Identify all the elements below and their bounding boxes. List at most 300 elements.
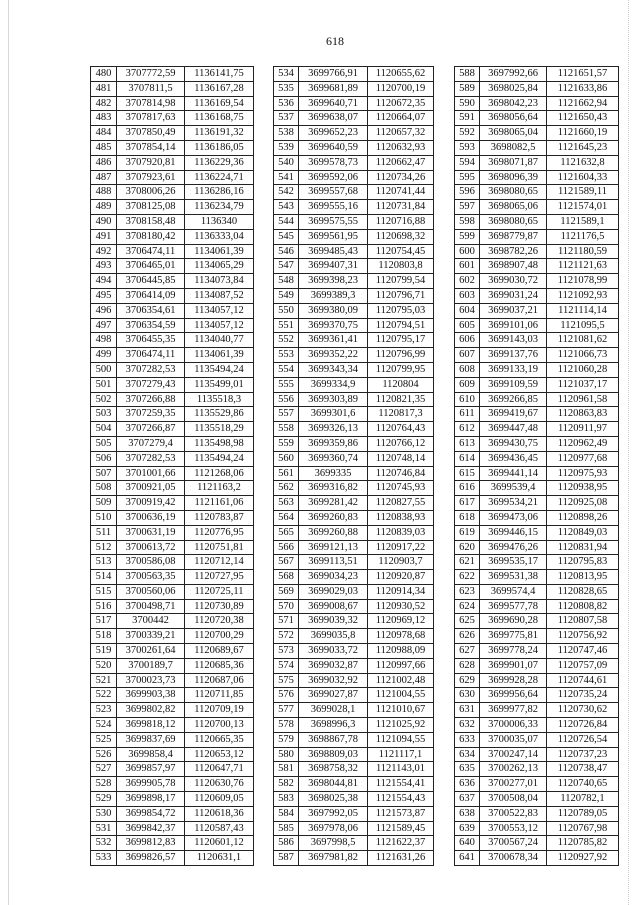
table-row bbox=[274, 629, 434, 644]
point-number-cell: 634 bbox=[455, 747, 480, 762]
point-number-cell: 568 bbox=[274, 570, 299, 585]
table-row bbox=[455, 599, 619, 614]
table-row bbox=[274, 244, 434, 259]
point-number-cell: 574 bbox=[274, 658, 299, 673]
point-number-cell: 484 bbox=[91, 126, 117, 141]
point-number-cell: 580 bbox=[274, 747, 299, 762]
y-coordinate-cell: 1136286,16 bbox=[185, 185, 254, 200]
y-coordinate-cell: 1135529,86 bbox=[185, 407, 254, 422]
point-number-cell: 499 bbox=[91, 348, 117, 363]
y-coordinate-cell: 1120751,81 bbox=[185, 540, 254, 555]
point-number-cell: 543 bbox=[274, 200, 299, 215]
table-row bbox=[91, 481, 254, 496]
table-row bbox=[455, 333, 619, 348]
x-coordinate-cell: 3699326,13 bbox=[299, 422, 368, 437]
x-coordinate-cell: 3699535,17 bbox=[480, 555, 547, 570]
point-number-cell: 620 bbox=[455, 540, 480, 555]
table-row bbox=[91, 81, 254, 96]
y-coordinate-cell: 1120961,58 bbox=[547, 392, 619, 407]
y-coordinate-cell: 1134057,12 bbox=[185, 318, 254, 333]
x-coordinate-cell: 3699898,17 bbox=[117, 792, 185, 807]
table-row bbox=[274, 510, 434, 525]
table-row bbox=[274, 436, 434, 451]
point-number-cell: 573 bbox=[274, 644, 299, 659]
y-coordinate-cell: 1120799,54 bbox=[368, 274, 434, 289]
point-number-cell: 553 bbox=[274, 348, 299, 363]
x-coordinate-cell: 3699033,72 bbox=[299, 644, 368, 659]
table-row bbox=[274, 377, 434, 392]
point-number-cell: 596 bbox=[455, 185, 480, 200]
x-coordinate-cell: 3700678,34 bbox=[480, 851, 547, 866]
table-row bbox=[91, 200, 254, 215]
point-number-cell: 516 bbox=[91, 599, 117, 614]
table-row bbox=[274, 481, 434, 496]
point-number-cell: 615 bbox=[455, 466, 480, 481]
table-row bbox=[91, 584, 254, 599]
table-row bbox=[455, 673, 619, 688]
y-coordinate-cell: 1120988,09 bbox=[368, 644, 434, 659]
table-row bbox=[91, 836, 254, 851]
x-coordinate-cell: 3699008,67 bbox=[299, 599, 368, 614]
y-coordinate-cell: 1120782,1 bbox=[547, 792, 619, 807]
point-number-cell: 593 bbox=[455, 140, 480, 155]
y-coordinate-cell: 1136186,05 bbox=[185, 140, 254, 155]
point-number-cell: 608 bbox=[455, 362, 480, 377]
y-coordinate-cell: 1121163,2 bbox=[185, 481, 254, 496]
x-coordinate-cell: 3707772,59 bbox=[117, 67, 185, 82]
y-coordinate-cell: 1121092,93 bbox=[547, 288, 619, 303]
table-row bbox=[455, 170, 619, 185]
table-row bbox=[274, 259, 434, 274]
x-coordinate-cell: 3699638,07 bbox=[299, 111, 368, 126]
x-coordinate-cell: 3699109,59 bbox=[480, 377, 547, 392]
y-coordinate-cell: 1120925,08 bbox=[547, 496, 619, 511]
y-coordinate-cell: 1136340 bbox=[185, 214, 254, 229]
table-row bbox=[91, 155, 254, 170]
point-number-cell: 628 bbox=[455, 658, 480, 673]
point-number-cell: 611 bbox=[455, 407, 480, 422]
point-number-cell: 496 bbox=[91, 303, 117, 318]
point-number-cell: 522 bbox=[91, 688, 117, 703]
table-row bbox=[91, 540, 254, 555]
table-row bbox=[91, 229, 254, 244]
table-row bbox=[91, 851, 254, 866]
y-coordinate-cell: 1120754,45 bbox=[368, 244, 434, 259]
x-coordinate-cell: 3698782,26 bbox=[480, 244, 547, 259]
point-number-cell: 578 bbox=[274, 718, 299, 733]
y-coordinate-cell: 1120653,12 bbox=[185, 747, 254, 762]
y-coordinate-cell: 1121025,92 bbox=[368, 718, 434, 733]
point-number-cell: 583 bbox=[274, 792, 299, 807]
point-number-cell: 510 bbox=[91, 510, 117, 525]
y-coordinate-cell: 1121662,94 bbox=[547, 96, 619, 111]
x-coordinate-cell: 3698071,87 bbox=[480, 155, 547, 170]
point-number-cell: 558 bbox=[274, 422, 299, 437]
table-row bbox=[274, 584, 434, 599]
y-coordinate-cell: 1121095,5 bbox=[547, 318, 619, 333]
point-number-cell: 529 bbox=[91, 792, 117, 807]
x-coordinate-cell: 3699121,13 bbox=[299, 540, 368, 555]
y-coordinate-cell: 1120747,46 bbox=[547, 644, 619, 659]
y-coordinate-cell: 1136167,28 bbox=[185, 81, 254, 96]
y-coordinate-cell: 1136141,75 bbox=[185, 67, 254, 82]
x-coordinate-cell: 3699977,82 bbox=[480, 703, 547, 718]
table-row bbox=[455, 407, 619, 422]
point-number-cell: 501 bbox=[91, 377, 117, 392]
table-row bbox=[274, 81, 434, 96]
y-coordinate-cell: 1120726,84 bbox=[547, 718, 619, 733]
x-coordinate-cell: 3700261,64 bbox=[117, 644, 185, 659]
x-coordinate-cell: 3708180,42 bbox=[117, 229, 185, 244]
x-coordinate-cell: 3707811,5 bbox=[117, 81, 185, 96]
point-number-cell: 586 bbox=[274, 836, 299, 851]
table-row bbox=[274, 688, 434, 703]
y-coordinate-cell: 1120631,1 bbox=[185, 851, 254, 866]
y-coordinate-cell: 1121081,62 bbox=[547, 333, 619, 348]
point-number-cell: 492 bbox=[91, 244, 117, 259]
table-row bbox=[91, 303, 254, 318]
table-row bbox=[274, 836, 434, 851]
x-coordinate-cell: 3699436,45 bbox=[480, 451, 547, 466]
point-number-cell: 490 bbox=[91, 214, 117, 229]
y-coordinate-cell: 1120795,17 bbox=[368, 333, 434, 348]
x-coordinate-cell: 3700189,7 bbox=[117, 658, 185, 673]
x-coordinate-cell: 3699370,75 bbox=[299, 318, 368, 333]
y-coordinate-cell: 1121574,01 bbox=[547, 200, 619, 215]
y-coordinate-cell: 1120741,44 bbox=[368, 185, 434, 200]
table-row bbox=[455, 718, 619, 733]
x-coordinate-cell: 3698096,39 bbox=[480, 170, 547, 185]
table-row bbox=[274, 185, 434, 200]
x-coordinate-cell: 3699476,26 bbox=[480, 540, 547, 555]
point-number-cell: 486 bbox=[91, 155, 117, 170]
table-row bbox=[91, 185, 254, 200]
point-number-cell: 625 bbox=[455, 614, 480, 629]
y-coordinate-cell: 1121180,59 bbox=[547, 244, 619, 259]
table-row bbox=[91, 392, 254, 407]
point-number-cell: 519 bbox=[91, 644, 117, 659]
table-row bbox=[455, 762, 619, 777]
x-coordinate-cell: 3699266,85 bbox=[480, 392, 547, 407]
y-coordinate-cell: 1120709,19 bbox=[185, 703, 254, 718]
table-row bbox=[455, 525, 619, 540]
table-row bbox=[91, 170, 254, 185]
point-number-cell: 525 bbox=[91, 732, 117, 747]
table-row bbox=[455, 111, 619, 126]
table-row bbox=[274, 762, 434, 777]
y-coordinate-cell: 1120804 bbox=[368, 377, 434, 392]
x-coordinate-cell: 3699531,38 bbox=[480, 570, 547, 585]
y-coordinate-cell: 1120657,32 bbox=[368, 126, 434, 141]
x-coordinate-cell: 3699592,06 bbox=[299, 170, 368, 185]
point-number-cell: 554 bbox=[274, 362, 299, 377]
point-number-cell: 524 bbox=[91, 718, 117, 733]
y-coordinate-cell: 1120828,65 bbox=[547, 584, 619, 599]
x-coordinate-cell: 3699032,92 bbox=[299, 673, 368, 688]
point-number-cell: 557 bbox=[274, 407, 299, 422]
y-coordinate-cell: 1120726,54 bbox=[547, 732, 619, 747]
y-coordinate-cell: 1120903,7 bbox=[368, 555, 434, 570]
table-row bbox=[455, 96, 619, 111]
point-number-cell: 613 bbox=[455, 436, 480, 451]
point-number-cell: 493 bbox=[91, 259, 117, 274]
table-row bbox=[91, 377, 254, 392]
point-number-cell: 555 bbox=[274, 377, 299, 392]
table-row bbox=[91, 244, 254, 259]
y-coordinate-cell: 1120700,19 bbox=[368, 81, 434, 96]
table-row bbox=[274, 570, 434, 585]
point-number-cell: 533 bbox=[91, 851, 117, 866]
table-row bbox=[455, 629, 619, 644]
x-coordinate-cell: 3700277,01 bbox=[480, 777, 547, 792]
point-number-cell: 619 bbox=[455, 525, 480, 540]
point-number-cell: 512 bbox=[91, 540, 117, 555]
table-row bbox=[91, 466, 254, 481]
point-number-cell: 579 bbox=[274, 732, 299, 747]
table-row bbox=[91, 407, 254, 422]
y-coordinate-cell: 1120813,95 bbox=[547, 570, 619, 585]
table-row bbox=[91, 777, 254, 792]
x-coordinate-cell: 3699473,06 bbox=[480, 510, 547, 525]
point-number-cell: 561 bbox=[274, 466, 299, 481]
point-number-cell: 621 bbox=[455, 555, 480, 570]
y-coordinate-cell: 1120734,26 bbox=[368, 170, 434, 185]
y-coordinate-cell: 1120745,93 bbox=[368, 481, 434, 496]
table-row bbox=[455, 496, 619, 511]
point-number-cell: 588 bbox=[455, 67, 480, 82]
point-number-cell: 520 bbox=[91, 658, 117, 673]
table-row bbox=[274, 362, 434, 377]
y-coordinate-cell: 1120630,76 bbox=[185, 777, 254, 792]
point-number-cell: 531 bbox=[91, 821, 117, 836]
point-number-cell: 563 bbox=[274, 496, 299, 511]
point-number-cell: 604 bbox=[455, 303, 480, 318]
table-row bbox=[91, 747, 254, 762]
y-coordinate-cell: 1120689,67 bbox=[185, 644, 254, 659]
x-coordinate-cell: 3700508,04 bbox=[480, 792, 547, 807]
y-coordinate-cell: 1120716,88 bbox=[368, 214, 434, 229]
x-coordinate-cell: 3707923,61 bbox=[117, 170, 185, 185]
x-coordinate-cell: 3699446,15 bbox=[480, 525, 547, 540]
table-row bbox=[274, 496, 434, 511]
y-coordinate-cell: 1121631,26 bbox=[368, 851, 434, 866]
table-row bbox=[91, 525, 254, 540]
y-coordinate-cell: 1120737,23 bbox=[547, 747, 619, 762]
table-row bbox=[91, 673, 254, 688]
y-coordinate-cell: 1120997,66 bbox=[368, 658, 434, 673]
x-coordinate-cell: 3699842,37 bbox=[117, 821, 185, 836]
x-coordinate-cell: 3700563,35 bbox=[117, 570, 185, 585]
point-number-cell: 541 bbox=[274, 170, 299, 185]
point-number-cell: 572 bbox=[274, 629, 299, 644]
y-coordinate-cell: 1120849,03 bbox=[547, 525, 619, 540]
y-coordinate-cell: 1120740,65 bbox=[547, 777, 619, 792]
x-coordinate-cell: 3699389,3 bbox=[299, 288, 368, 303]
x-coordinate-cell: 3707259,35 bbox=[117, 407, 185, 422]
x-coordinate-cell: 3708125,08 bbox=[117, 200, 185, 215]
y-coordinate-cell: 1120655,62 bbox=[368, 67, 434, 82]
y-coordinate-cell: 1120601,12 bbox=[185, 836, 254, 851]
x-coordinate-cell: 3699854,72 bbox=[117, 806, 185, 821]
table-row bbox=[274, 333, 434, 348]
x-coordinate-cell: 3698044,81 bbox=[299, 777, 368, 792]
y-coordinate-cell: 1121268,06 bbox=[185, 466, 254, 481]
point-number-cell: 606 bbox=[455, 333, 480, 348]
x-coordinate-cell: 3699030,72 bbox=[480, 274, 547, 289]
point-number-cell: 599 bbox=[455, 229, 480, 244]
x-coordinate-cell: 3699557,68 bbox=[299, 185, 368, 200]
table-row bbox=[274, 170, 434, 185]
table-row bbox=[455, 155, 619, 170]
table-row bbox=[455, 436, 619, 451]
table-row bbox=[274, 806, 434, 821]
y-coordinate-cell: 1134061,39 bbox=[185, 244, 254, 259]
point-number-cell: 552 bbox=[274, 333, 299, 348]
x-coordinate-cell: 3699956,64 bbox=[480, 688, 547, 703]
x-coordinate-cell: 3699301,6 bbox=[299, 407, 368, 422]
y-coordinate-cell: 1136169,54 bbox=[185, 96, 254, 111]
table-row bbox=[455, 732, 619, 747]
x-coordinate-cell: 3698042,23 bbox=[480, 96, 547, 111]
x-coordinate-cell: 3706354,61 bbox=[117, 303, 185, 318]
y-coordinate-cell: 1120756,92 bbox=[547, 629, 619, 644]
table-row bbox=[91, 140, 254, 155]
y-coordinate-cell: 1121121,63 bbox=[547, 259, 619, 274]
y-coordinate-cell: 1120807,58 bbox=[547, 614, 619, 629]
x-coordinate-cell: 3700560,06 bbox=[117, 584, 185, 599]
table-row bbox=[91, 496, 254, 511]
y-coordinate-cell: 1120821,35 bbox=[368, 392, 434, 407]
point-number-cell: 584 bbox=[274, 806, 299, 821]
y-coordinate-cell: 1121094,55 bbox=[368, 732, 434, 747]
x-coordinate-cell: 3699640,59 bbox=[299, 140, 368, 155]
table-row bbox=[91, 436, 254, 451]
x-coordinate-cell: 3699905,78 bbox=[117, 777, 185, 792]
table-row bbox=[455, 703, 619, 718]
table-row bbox=[455, 200, 619, 215]
x-coordinate-cell: 3699334,9 bbox=[299, 377, 368, 392]
x-coordinate-cell: 3707279,43 bbox=[117, 377, 185, 392]
y-coordinate-cell: 1120978,68 bbox=[368, 629, 434, 644]
point-number-cell: 605 bbox=[455, 318, 480, 333]
table-row bbox=[91, 688, 254, 703]
point-number-cell: 576 bbox=[274, 688, 299, 703]
table-row bbox=[91, 111, 254, 126]
table-row bbox=[455, 259, 619, 274]
table-row bbox=[274, 451, 434, 466]
x-coordinate-cell: 3699577,78 bbox=[480, 599, 547, 614]
point-number-cell: 506 bbox=[91, 451, 117, 466]
x-coordinate-cell: 3699028,1 bbox=[299, 703, 368, 718]
x-coordinate-cell: 3699578,73 bbox=[299, 155, 368, 170]
point-number-cell: 616 bbox=[455, 481, 480, 496]
y-coordinate-cell: 1134061,39 bbox=[185, 348, 254, 363]
x-coordinate-cell: 3699101,06 bbox=[480, 318, 547, 333]
point-number-cell: 532 bbox=[91, 836, 117, 851]
y-coordinate-cell: 1121622,37 bbox=[368, 836, 434, 851]
point-number-cell: 480 bbox=[91, 67, 117, 82]
x-coordinate-cell: 3706445,85 bbox=[117, 274, 185, 289]
y-coordinate-cell: 1121589,45 bbox=[368, 821, 434, 836]
x-coordinate-cell: 3699818,12 bbox=[117, 718, 185, 733]
table-row bbox=[455, 747, 619, 762]
table-row bbox=[455, 570, 619, 585]
x-coordinate-cell: 3707279,4 bbox=[117, 436, 185, 451]
y-coordinate-cell: 1121589,11 bbox=[547, 185, 619, 200]
x-coordinate-cell: 3707920,81 bbox=[117, 155, 185, 170]
x-coordinate-cell: 3699574,4 bbox=[480, 584, 547, 599]
table-row bbox=[274, 821, 434, 836]
table-row bbox=[274, 126, 434, 141]
table-row bbox=[455, 451, 619, 466]
y-coordinate-cell: 1120920,87 bbox=[368, 570, 434, 585]
x-coordinate-cell: 3697992,05 bbox=[299, 806, 368, 821]
y-coordinate-cell: 1134087,52 bbox=[185, 288, 254, 303]
y-coordinate-cell: 1120766,12 bbox=[368, 436, 434, 451]
y-coordinate-cell: 1136229,36 bbox=[185, 155, 254, 170]
point-number-cell: 502 bbox=[91, 392, 117, 407]
x-coordinate-cell: 3699901,07 bbox=[480, 658, 547, 673]
x-coordinate-cell: 3700631,19 bbox=[117, 525, 185, 540]
point-number-cell: 562 bbox=[274, 481, 299, 496]
point-number-cell: 632 bbox=[455, 718, 480, 733]
point-number-cell: 630 bbox=[455, 688, 480, 703]
table-row bbox=[274, 747, 434, 762]
x-coordinate-cell: 3706354,59 bbox=[117, 318, 185, 333]
table-row bbox=[91, 555, 254, 570]
table-row bbox=[91, 362, 254, 377]
point-number-cell: 487 bbox=[91, 170, 117, 185]
x-coordinate-cell: 3700522,83 bbox=[480, 806, 547, 821]
y-coordinate-cell: 1120609,05 bbox=[185, 792, 254, 807]
table-row bbox=[455, 821, 619, 836]
y-coordinate-cell: 1134040,77 bbox=[185, 333, 254, 348]
x-coordinate-cell: 3699903,38 bbox=[117, 688, 185, 703]
point-number-cell: 497 bbox=[91, 318, 117, 333]
x-coordinate-cell: 3698080,65 bbox=[480, 214, 547, 229]
table-row bbox=[91, 629, 254, 644]
y-coordinate-cell: 1121161,06 bbox=[185, 496, 254, 511]
point-number-cell: 635 bbox=[455, 762, 480, 777]
y-coordinate-cell: 1120662,47 bbox=[368, 155, 434, 170]
x-coordinate-cell: 3699260,83 bbox=[299, 510, 368, 525]
y-coordinate-cell: 1120911,97 bbox=[547, 422, 619, 437]
point-number-cell: 498 bbox=[91, 333, 117, 348]
x-coordinate-cell: 3699335 bbox=[299, 466, 368, 481]
table-row bbox=[455, 644, 619, 659]
y-coordinate-cell: 1120735,24 bbox=[547, 688, 619, 703]
table-row bbox=[274, 777, 434, 792]
point-number-cell: 536 bbox=[274, 96, 299, 111]
x-coordinate-cell: 3707282,53 bbox=[117, 451, 185, 466]
point-number-cell: 560 bbox=[274, 451, 299, 466]
point-number-cell: 488 bbox=[91, 185, 117, 200]
y-coordinate-cell: 1121060,28 bbox=[547, 362, 619, 377]
table-row bbox=[455, 777, 619, 792]
table-row bbox=[455, 348, 619, 363]
point-number-cell: 566 bbox=[274, 540, 299, 555]
point-number-cell: 569 bbox=[274, 584, 299, 599]
x-coordinate-cell: 3699690,28 bbox=[480, 614, 547, 629]
table-row bbox=[455, 422, 619, 437]
point-number-cell: 550 bbox=[274, 303, 299, 318]
x-coordinate-cell: 3699407,31 bbox=[299, 259, 368, 274]
table-row bbox=[274, 851, 434, 866]
x-coordinate-cell: 3700035,07 bbox=[480, 732, 547, 747]
x-coordinate-cell: 3699485,43 bbox=[299, 244, 368, 259]
point-number-cell: 589 bbox=[455, 81, 480, 96]
table-row bbox=[274, 466, 434, 481]
